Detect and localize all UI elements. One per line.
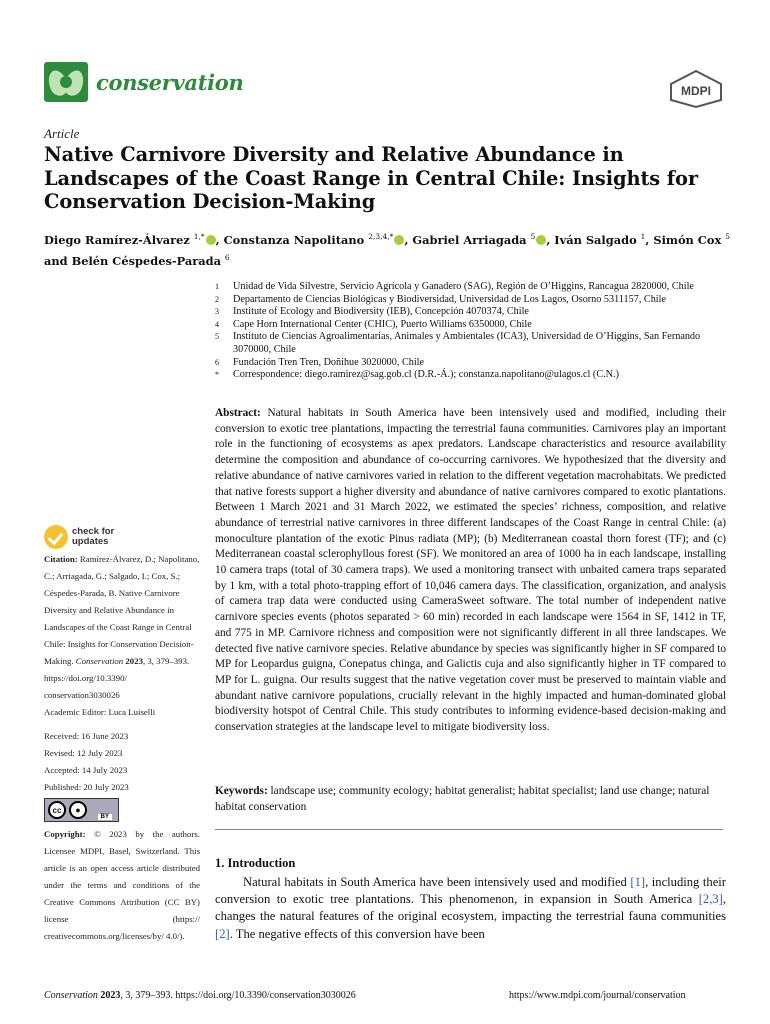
- journal-url-link[interactable]: https://www.mdpi.com/journal/conservation: [509, 990, 686, 1001]
- abstract: [215, 406, 726, 736]
- check-for-updates-button[interactable]: [44, 525, 114, 549]
- check-for-updates-label: check for updates: [72, 526, 115, 547]
- keywords: [215, 784, 726, 815]
- citation-text: Ramírez-Álvarez, D.; Napolitano, C.; Arriagada, G.; Salgado, I.; Cox, S.; Céspedes-Parada, B. Native Carnivore Diversity and Relative Abundance in Landscapes of the Coast Range in Central Chile: Insights for Conservation Decision-Making.: [44, 554, 200, 666]
- citation-volume: , 3, 379–393. https://doi.org/10.3390/ conservation3030026: [44, 656, 190, 700]
- author-affiliation-marker: 5: [530, 232, 536, 241]
- author-name: Iván Salgado: [554, 232, 637, 247]
- author-affiliation-marker: 1: [640, 232, 646, 241]
- citation-journal: Conservation: [75, 656, 124, 666]
- author-affiliation-marker: 2,3,4,*: [368, 232, 394, 241]
- author-affiliation-marker: 1,*: [193, 232, 205, 241]
- date-revised: Revised: 12 July 2023: [44, 748, 123, 758]
- journal-name: conservation: [96, 69, 244, 95]
- article-title: Native Carnivore Diversity and Relative Abundance in Landscapes of the Coast Range in Central Chile: Insights for Conservation Decision-Making: [44, 143, 698, 213]
- keywords-text: landscape use; community ecology; habitat generalist; habitat specialist; land use change; natural habitat conservation: [215, 785, 710, 813]
- abstract-text: Natural habitats in South America have been intensively used and modified, including their conversion to exotic tree plantations, impacting the terrestrial fauna communities. Carnivores play an important role in the functioning of ecosystems as apex predators. Landscape characteristics and resource availability determine the composition and abundance of co-occurring carnivores. We hypothesized that the diversity and relative abundance of native carnivores varied in relation to the different vegetation macrohabitats. We predicted that native forests support a higher diversity and abundance of native carnivores compared to exotic plantations. Between 1 March 2021 and 31 March 2022, we estimated the species’ richness, composition, and relative abundance of terrestrial native carnivores in three different landscapes of the Coast Range in central Chile: (a) monoculture plantation of the exotic Pinus radiata (MP); (b) Mediterranean coastal thorn forest (TF); and (c) Mediterranean coastal sclerophyllous forest (SF). We monitored an area of 1000 ha in each landscape, installing 10 camera traps (total of 30 camera traps). We used a monitoring transect with unbaited camera traps separated by 1 km, with a total photo-trapping effort of 10,046 camera days. The classification, organization, and analysis of camera trap data were conducted using CameraSweet software. The total number of independent native carnivore species events (photos separated > 60 min) recorded in each landscape were 1564 in SF, 1412 in TF, and 775 in MP. Carnivore richness and composition were not significantly different in all three landscapes. We detected five native carnivore species. Relative abundance by species was significantly higher in SF compared to MP for Leopardus guigna, Conepatus chinga, and Galictis cuja and also significantly higher in TF compared to MP for L. guigna. Our results suggest that the native vegetation cover must be preserved to maintain viable and abundant native carnivore populations, crucially relevant in the highly impacted and human-dominated global biodiversity hotspot of Central Chile. This study contributes to informing evidence-based decision-making and conservation strategies at the landscape level to mitigate biodiversity loss.: [215, 407, 726, 734]
- keywords-label: Keywords:: [215, 785, 268, 797]
- copyright-text: © 2023 by the authors. Licensee MDPI, Basel, Switzerland. This article is an open access article distributed under the terms and conditions of the Creative Commons Attribution (CC BY) license (https:// creativecommons.org/licenses/by/ 4.0/).: [44, 829, 201, 941]
- citation-block: [44, 551, 200, 704]
- author-name: Belén Céspedes-Parada: [71, 253, 221, 268]
- person-icon: ●: [69, 801, 87, 819]
- academic-editor: Academic Editor: Luca Luiselli: [44, 707, 156, 717]
- cc-by-license-badge[interactable]: [44, 798, 119, 822]
- author-affiliation-marker: 5: [725, 232, 731, 241]
- citation-label: Citation:: [44, 554, 78, 564]
- introduction-paragraph: Natural habitats in South America have been intensively used and modified [1], including their conversion to exotic tree plantations. This phenomenon, in expansion in South America [2,3], changes the natural features of the original ecosystem, impacting the terrestrial fauna communities [2]. The negative effects of this conversion have been: [215, 875, 726, 941]
- copyright-notice: [44, 826, 200, 945]
- affiliation-item: 3 Institute of Ecology and Biodiversity (IEB), Concepción 4070374, Chile: [215, 306, 529, 318]
- date-published: Published: 20 July 2023: [44, 782, 129, 792]
- mdpi-logo[interactable]: [669, 70, 723, 108]
- by-label: BY: [98, 814, 112, 820]
- cc-icon: cc: [48, 801, 66, 819]
- citation-link[interactable]: [2,3]: [698, 892, 723, 907]
- affiliations: [215, 281, 735, 382]
- author-list: Diego Ramírez-Álvarez $^{1,*}$ , Constanza Napolitano $^{2,3,4,*}$ , Gabriel Arriagada $^5$ , Iván Salgado $^1$, Simón Cox $^5$ and Belén Céspedes-Parada $^6$: [44, 232, 731, 268]
- orcid-icon[interactable]: [394, 235, 404, 245]
- footer-citation: Conservation 2023, 3, 379–393. https://doi.org/10.3390/conservation3030026: [44, 990, 356, 1001]
- affiliation-item: 2 Departamento de Ciencias Biológicas y Biodiversidad, Universidad de Los Lagos, Osorno 5311157, Chile: [215, 293, 666, 305]
- orcid-icon[interactable]: [536, 235, 546, 245]
- affiliation-item: * Correspondence: diego.ramirez@sag.gob.cl (D.R.-Á.); constanza.napolitano@ulagos.cl (C.N.): [215, 369, 619, 381]
- citation-link[interactable]: [1]: [630, 875, 646, 889]
- citation-year: 2023: [125, 656, 143, 666]
- copyright-label: Copyright:: [44, 829, 86, 839]
- affiliation-item: 1 Unidad de Vida Silvestre, Servicio Agrícola y Ganadero (SAG), Región de O’Higgins, Rancagua 2820000, Chile: [215, 281, 694, 292]
- author-name: Simón Cox: [653, 232, 722, 247]
- orcid-icon[interactable]: [206, 235, 216, 245]
- author-name: Diego Ramírez-Álvarez: [44, 232, 190, 247]
- conservation-logo-icon: [44, 62, 88, 102]
- author-affiliation-marker: 6: [224, 252, 230, 262]
- abstract-label: Abstract:: [215, 407, 261, 419]
- citation-link[interactable]: [2]: [215, 926, 230, 941]
- journal-logo[interactable]: [44, 62, 243, 102]
- section-divider: [215, 829, 723, 830]
- publisher-name: MDPI: [681, 84, 711, 98]
- publication-dates: [44, 728, 200, 796]
- affiliation-item: 5 Instituto de Ciencias Agroalimentarias, Animales y Ambientales (ICA3), Universidad de O’Higgins, San Fernando 3070000, Chile: [215, 331, 701, 355]
- affiliation-item: 6 Fundación Tren Tren, Doñihue 3020000, Chile: [215, 356, 425, 368]
- date-accepted: Accepted: 14 July 2023: [44, 765, 128, 775]
- date-received: Received: 16 June 2023: [44, 731, 129, 741]
- check-icon: [44, 525, 68, 549]
- section-heading-introduction: 1. Introduction: [215, 856, 296, 870]
- author-name: Constanza Napolitano: [223, 232, 365, 247]
- affiliation-item: 4 Cape Horn International Center (CHIC), Puerto Williams 6350000, Chile: [215, 318, 532, 330]
- article-type: Article: [44, 126, 80, 141]
- author-name: Gabriel Arriagada: [412, 232, 527, 247]
